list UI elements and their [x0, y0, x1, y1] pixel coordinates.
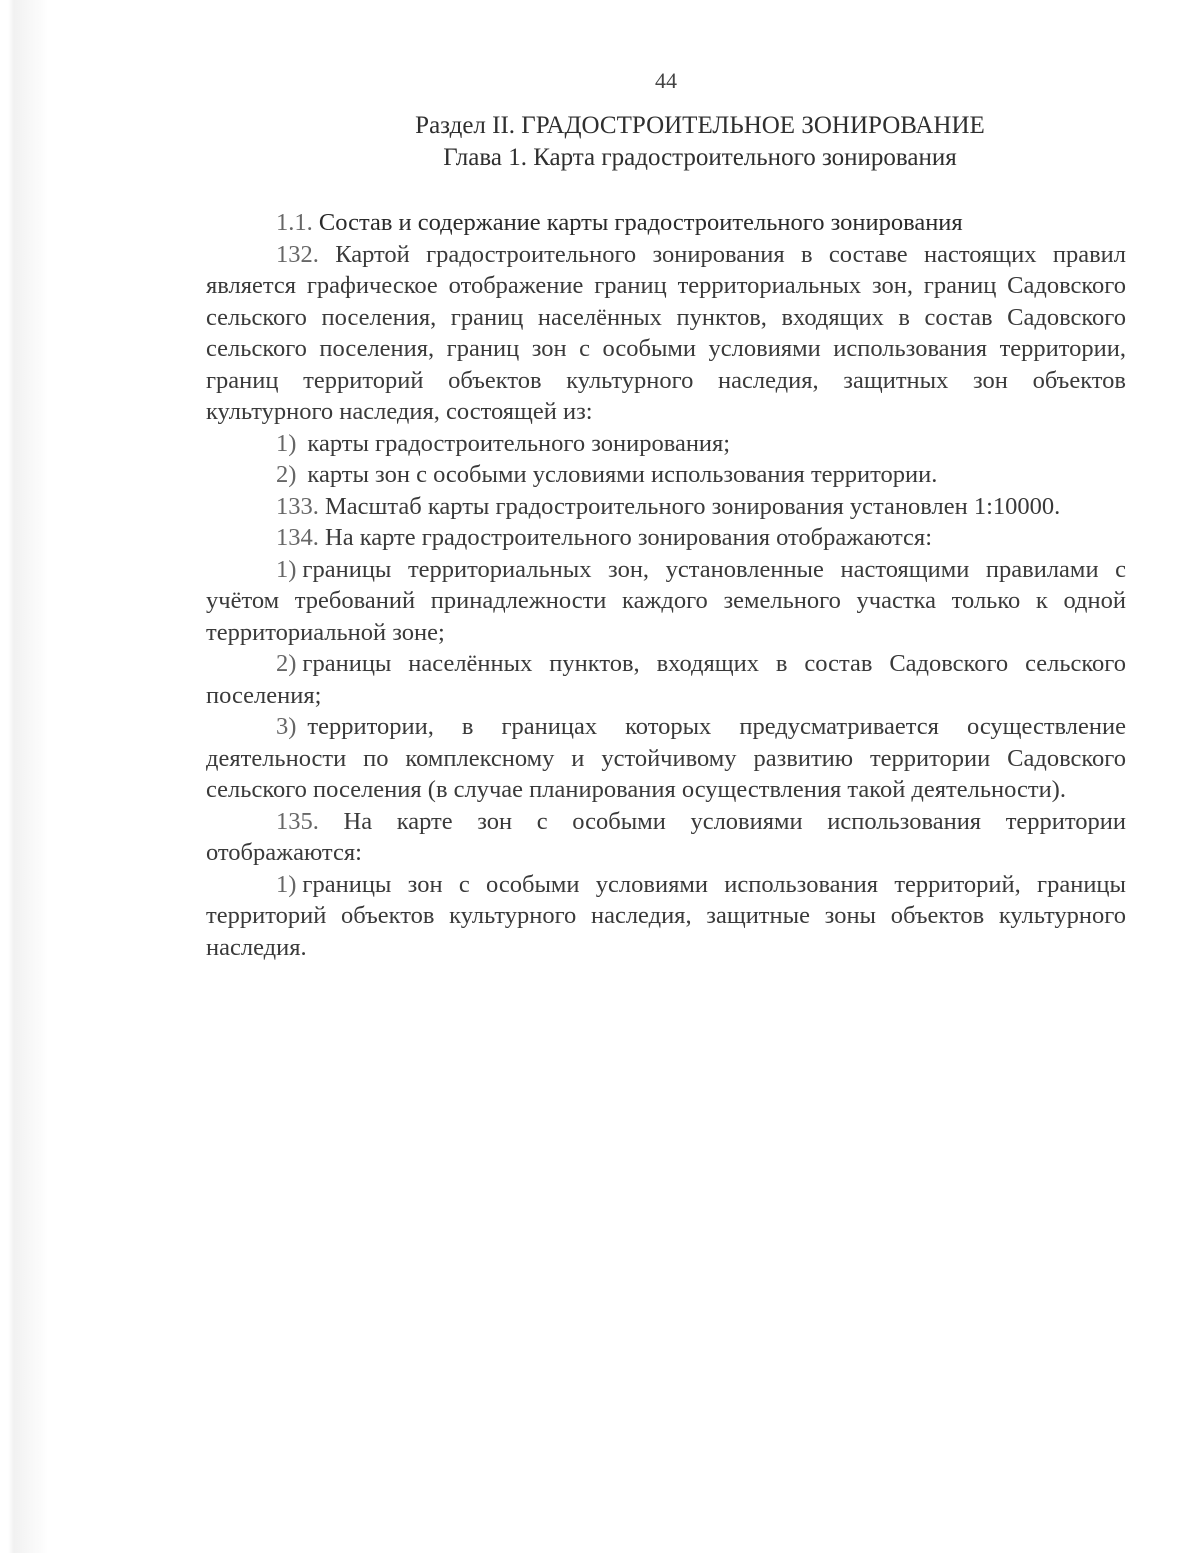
- paragraph-number: 135.: [276, 807, 319, 835]
- list-item-text: территории, в границах которых предусматривается осуществление деятельности по комплексному и устойчивому развитию территории Садовского сельского поселения (в случае планирования осуществления такой деятельности).: [206, 713, 1126, 803]
- section-title: Раздел II. ГРАДОСТРОИТЕЛЬНОЕ ЗОНИРОВАНИЕ: [415, 112, 985, 139]
- page-number: 44: [655, 68, 677, 93]
- list-item-number: 2): [276, 461, 297, 488]
- paragraph-text: Масштаб карты градостроительного зонирования установлен 1:10000.: [325, 492, 1061, 520]
- paragraph-number: 132.: [276, 240, 319, 268]
- list-item-text: карты градостроительного зонирования;: [307, 429, 731, 457]
- list-item: [206, 459, 1126, 491]
- list-item-text: границы территориальных зон, установленные настоящими правилами с учётом требований принадлежности каждого земельного участка только к одной территориальной зоне;: [206, 555, 1126, 646]
- paragraph-number: 134.: [276, 524, 319, 551]
- subsection-heading: [206, 207, 1126, 239]
- list-item-number: 1): [276, 555, 297, 583]
- paragraph-132: [206, 239, 1126, 428]
- list-item-number: 1): [276, 870, 297, 898]
- paragraph-133: [206, 491, 1126, 523]
- paragraph-number: 133.: [276, 492, 319, 520]
- paragraph-text: На карте градостроительного зонирования отображаются:: [325, 524, 933, 551]
- list-item: [206, 554, 1126, 649]
- list-item: [206, 648, 1126, 711]
- list-item: [206, 428, 1126, 460]
- list-item-number: 2): [276, 650, 297, 677]
- subsection-number: 1.1.: [276, 209, 313, 236]
- list-item-number: 1): [276, 429, 297, 457]
- list-item-number: 3): [276, 713, 297, 740]
- list-item-text: карты зон с особыми условиями использования территории.: [307, 461, 938, 488]
- scan-edge-shadow: [0, 0, 48, 1553]
- paragraph-text: Картой градостроительного зонирования в составе настоящих правил является графическое отображение границ территориальных зон, границ Садовского сельского поселения, границ населённых пунктов, входящих в состав Садовского сельского поселения, границ зон с особыми условиями использования территории, границ территорий объектов культурного наследия, защитных зон объектов культурного наследия, состоящей из:: [206, 240, 1126, 425]
- document-body: [206, 207, 1126, 963]
- list-item-text: границы зон с особыми условиями использования территорий, границы территорий объектов культурного наследия, защитные зоны объектов культурного наследия.: [206, 870, 1126, 961]
- list-item-text: границы населённых пунктов, входящих в состав Садовского сельского поселения;: [206, 650, 1126, 709]
- paragraph-text: На карте зон с особыми условиями использования территории отображаются:: [206, 807, 1127, 866]
- paragraph-134: [206, 522, 1126, 554]
- chapter-title: Глава 1. Карта градостроительного зонирования: [443, 144, 957, 171]
- list-item: [206, 869, 1126, 964]
- list-item: [206, 711, 1126, 806]
- paragraph-135: [206, 806, 1126, 869]
- subsection-title: Состав и содержание карты градостроительного зонирования: [318, 209, 963, 236]
